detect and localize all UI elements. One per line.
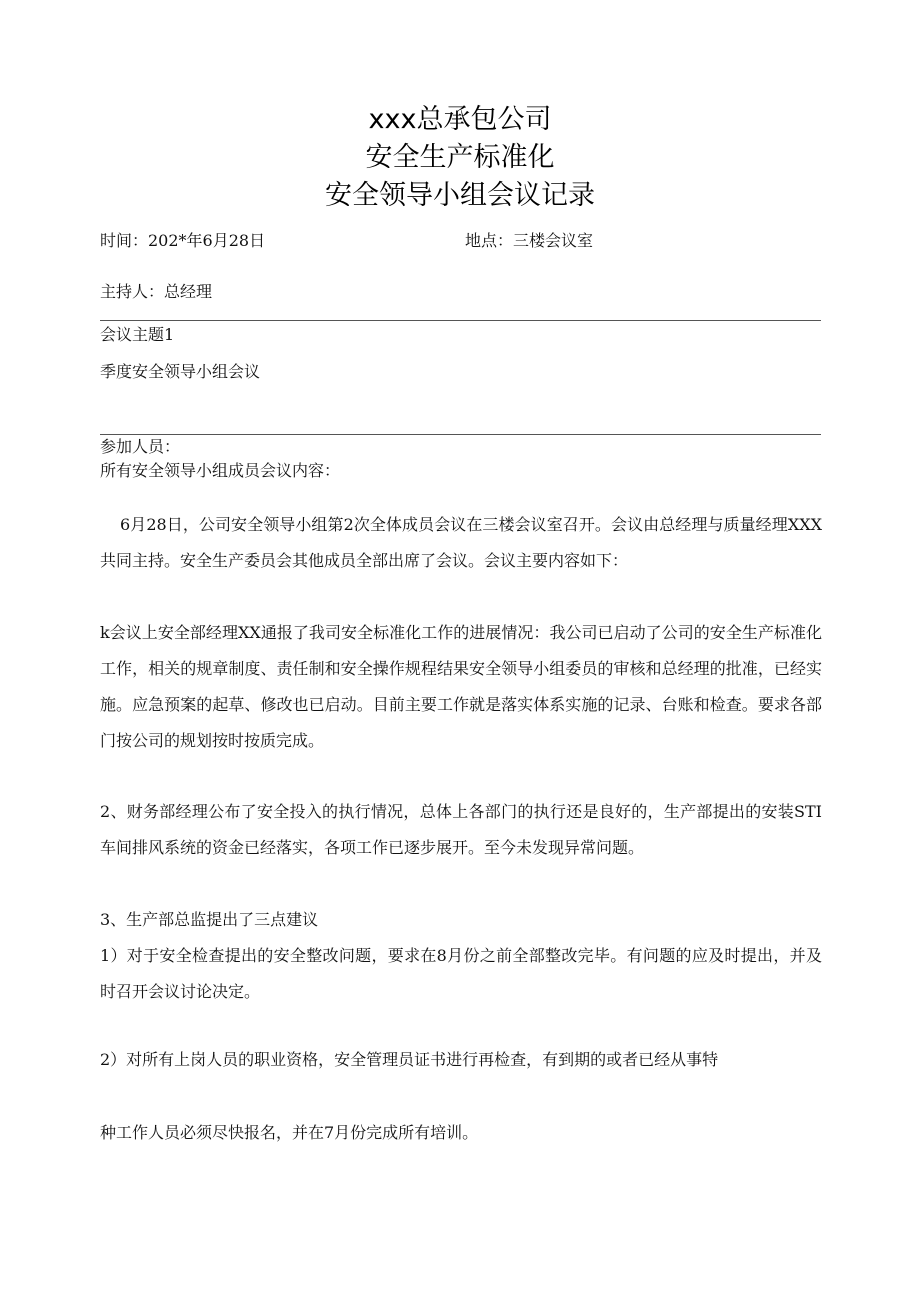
topic-value: 季度安全领导小组会议	[100, 362, 261, 381]
content-item-3-2-line2: 种工作人员必须尽快报名，并在7月份完成所有培训。	[100, 1123, 479, 1142]
meeting-time: 时间：202*年6月28日	[100, 231, 266, 250]
content-item-2: 2、财务部经理公布了安全投入的执行情况，总体上各部门的执行还是良好的，生产部提出的安装STI车间排风系统的资金已经落实，各项工作已逐步展开。至今未发现异常问题。	[100, 802, 822, 857]
attendees-label: 参加人员：	[100, 437, 181, 456]
attendees-value: 所有安全领导小组成员会议内容：	[100, 461, 341, 480]
content-item-3-2-line1: 2）对所有上岗人员的职业资格，安全管理员证书进行再检查，有到期的或者已经从事特	[100, 1050, 719, 1069]
document-subtitle: 安全生产标准化	[365, 142, 555, 173]
content-item-3-1: 1）对于安全检查提出的安全整改问题，要求在8月份之前全部整改完毕。有问题的应及时提出，并及时召开会议讨论决定。	[100, 946, 822, 1001]
document-title: 安全领导小组会议记录	[325, 180, 595, 211]
content-item-3-heading: 3、生产部总监提出了三点建议	[100, 910, 319, 929]
divider-bottom	[100, 434, 821, 435]
company-title: xxx总承包公司	[368, 104, 552, 135]
topic-label: 会议主题1	[100, 325, 175, 344]
meeting-location: 地点：三楼会议室	[465, 231, 594, 250]
content-intro: 6月28日，公司安全领导小组第2次全体成员会议在三楼会议室召开。会议由总经理与质量经理XXX共同主持。安全生产委员会其他成员全部出席了会议。会议主要内容如下：	[100, 515, 822, 570]
meeting-host: 主持人：总经理	[100, 282, 213, 301]
content-item-1: k会议上安全部经理XX通报了我司安全标准化工作的进展情况：我公司已启动了公司的安全生产标准化工作，相关的规章制度、责任制和安全操作规程结果安全领导小组委员的审核和总经理的批准，已经实施。应急预案的起草、修改也已启动。目前主要工作就是落实体系实施的记录、台账和检查。要求各部门按公司的规划按时按质完成。	[100, 623, 822, 750]
divider-top	[100, 320, 821, 321]
